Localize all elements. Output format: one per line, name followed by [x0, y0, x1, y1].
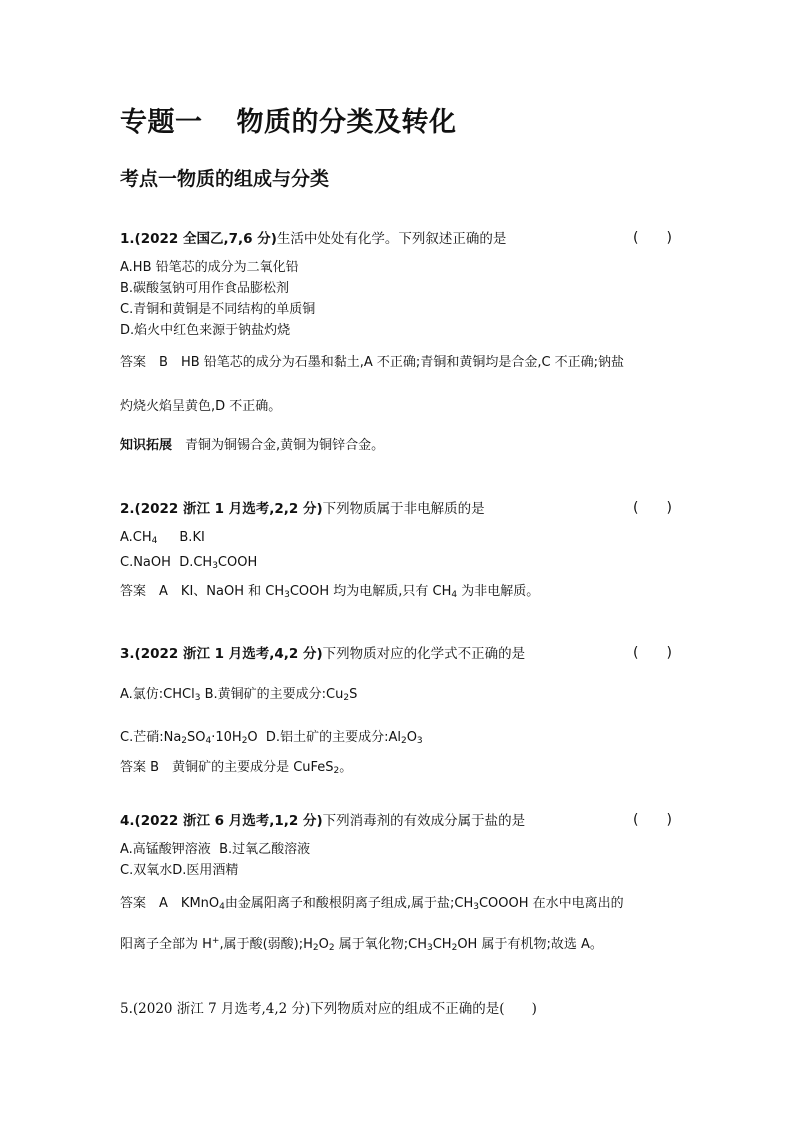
q3-answer-label: 答案	[120, 760, 147, 775]
q2-option-d: $D.CH_3COOH$	[179, 555, 258, 571]
q1-option-c: C.青铜和黄铜是不同结构的单质铜	[120, 302, 316, 317]
q3-options-ab	[120, 684, 357, 709]
q4-answer-line2: 阳离子全部为 H+,属于酸(弱酸)$;H_2O_2$ 属于氧化物$;CH_3CH_2OH$ 属于有机物;故选 A。	[120, 936, 603, 953]
q3-option-b: B.黄铜矿的主要成分$:Cu_2S$	[200, 687, 358, 703]
q1-answer-line1: B HB 铅笔芯的成分为石墨和黏土,A 不正确;青铜和黄铜均是合金,C 不正确;钠盐	[159, 355, 625, 370]
q1-extension	[120, 434, 384, 453]
q1-extension-label: 知识拓展	[120, 438, 173, 453]
q4-option-a: A.高锰酸钾溶液	[120, 842, 211, 857]
q1-stem	[120, 227, 506, 247]
q2-option-a: $A.CH_4$	[120, 530, 158, 546]
q1-answer-label: 答案	[120, 355, 147, 370]
q5-stem	[120, 997, 537, 1017]
page-title	[120, 100, 457, 139]
q3-option-c: C.芒硝$:Na_2SO_4\cdot 10H_2O$	[120, 730, 258, 746]
section-heading: 考点一物质的组成与分类	[120, 168, 330, 190]
q5-source: 5.(2020 浙江 7 月选考,4,2 分)	[120, 1001, 311, 1017]
q2-option-c: C.NaOH	[120, 555, 171, 570]
q2-source: 2.(2022 浙江 1 月选考,2,2 分)	[120, 501, 323, 517]
q3-option-d: D.铝土矿的主要成分$:Al_2O_3$	[265, 730, 423, 746]
q5-text: 下列物质对应的组成不正确的是( )	[310, 1001, 537, 1017]
q4-answer: 答案 A KMnO$_4$由金属阳离子和酸根阴离子组成,属于盐$;CH_3COOOH$ 在水中电离出的	[120, 896, 624, 912]
q1-text: 生活中处处有化学。下列叙述正确的是	[276, 231, 507, 247]
q3-stem	[120, 642, 525, 662]
q1-option-b: B.碳酸氢钠可用作食品膨松剂	[120, 281, 290, 296]
q2-text: 下列物质属于非电解质的是	[322, 501, 485, 517]
q1-source: 1.(2022 全国乙,7,6 分)	[120, 231, 277, 247]
q2-options	[120, 527, 257, 577]
q1-answer	[120, 351, 624, 370]
q4-source: 4.(2022 浙江 6 月选考,1,2 分)	[120, 813, 323, 829]
q3-text: 下列物质对应的化学式不正确的是	[322, 646, 526, 662]
q3-options-cd	[120, 727, 423, 752]
q2-option-b: B.KI	[179, 530, 205, 545]
q1-options	[120, 257, 315, 341]
q3-answer: 答案 B 黄铜矿的主要成分是 CuFeS$_2$。	[120, 760, 353, 776]
q4-text: 下列消毒剂的有效成分属于盐的是	[322, 813, 526, 829]
q2-answer-blank: ( )	[633, 500, 672, 516]
q4-option-c: C.双氧水	[120, 863, 173, 878]
q3-option-a: A.氯仿:CHCl$_3$	[120, 687, 201, 703]
q1-answer-blank: ( )	[633, 230, 672, 246]
q4-option-b: B.过氧乙酸溶液	[219, 842, 311, 857]
title-sub: 物质的分类及转化	[236, 107, 457, 138]
q3-source: 3.(2022 浙江 1 月选考,4,2 分)	[120, 646, 323, 662]
q4-answer-blank: ( )	[633, 812, 672, 828]
q4-option-d: D.医用酒精	[172, 863, 239, 878]
title-main: 专题一	[120, 107, 203, 138]
q3-answer-blank: ( )	[633, 645, 672, 661]
q2-answer: 答案 A KI、NaOH 和 $CH_3COOH$ 均为电解质,只有 $CH_4$ 为非电解质。	[120, 584, 540, 600]
q1-option-a: A.HB 铅笔芯的成分为二氧化铅	[120, 260, 299, 275]
q2-answer-label: 答案	[120, 584, 147, 599]
q1-option-d: D.焰火中红色来源于钠盐灼烧	[120, 323, 291, 338]
q4-options	[120, 839, 310, 881]
q1-answer-line2: 灼烧火焰呈黄色,D 不正确。	[120, 399, 282, 414]
q2-stem	[120, 497, 485, 517]
q4-answer-label: 答案	[120, 896, 147, 911]
q4-stem	[120, 809, 525, 829]
q1-extension-text: 青铜为铜锡合金,黄铜为铜锌合金。	[185, 438, 385, 453]
